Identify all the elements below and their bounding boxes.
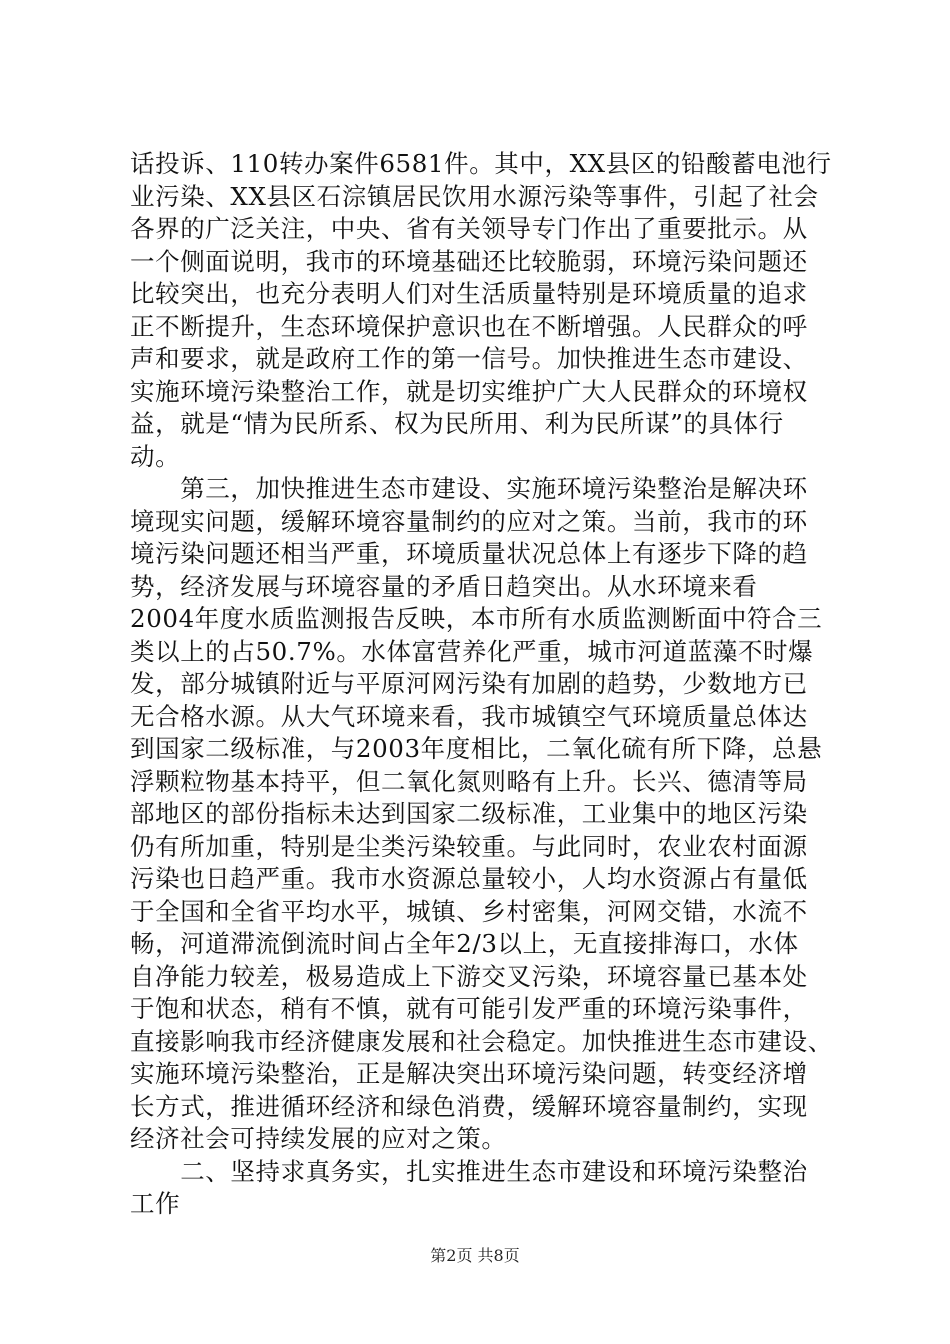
text-line: 动。 [130, 441, 181, 471]
text-line: 直接影响我市经济健康发展和社会稳定。加快推进生态市建设、 [130, 1026, 833, 1056]
text-line: 业污染、XX县区石淙镇居民饮用水源污染等事件，引起了社会 [130, 181, 819, 211]
text-line: 经济社会可持续发展的应对之策。 [130, 1124, 507, 1153]
text-line: 话投诉、110转办案件6581件。其中，XX县区的铅酸蓄电池行 [130, 149, 832, 178]
page-footer: 第2页 共8页 [430, 1246, 520, 1265]
text-line: 长方式，推进循环经济和绿色消费，缓解环境容量制约，实现 [130, 1091, 808, 1121]
text-line: 实施环境污染整治，正是解决突出环境污染问题，转变经济增 [130, 1059, 808, 1088]
text-line: 于全国和全省平均水平，城镇、乡村密集，河网交错，水流不 [130, 896, 808, 926]
text-line: 二、坚持求真务实，扎实推进生态市建设和环境污染整治 [130, 1156, 808, 1186]
text-line: 污染也日趋严重。我市水资源总量较小，人均水资源占有量低 [130, 864, 808, 893]
text-line: 一个侧面说明，我市的环境基础还比较脆弱，环境污染问题还 [130, 246, 808, 276]
text-line: 第三，加快推进生态市建设、实施环境污染整治是解决环 [130, 474, 808, 503]
text-line: 正不断提升，生态环境保护意识也在不断增强。人民群众的呼 [130, 311, 808, 341]
text-line: 比较突出，也充分表明人们对生活质量特别是环境质量的追求 [130, 279, 808, 308]
text-line: 工作 [130, 1189, 181, 1218]
text-line: 到国家二级标准，与2003年度相比，二氧化硫有所下降，总悬 [130, 734, 823, 763]
text-line: 发，部分城镇附近与平原河网污染有加剧的趋势，少数地方已 [130, 669, 808, 698]
text-line: 类以上的占50.7%。水体富营养化严重，城市河道蓝藻不时爆 [130, 636, 814, 666]
text-line: 实施环境污染整治工作，就是切实维护广大人民群众的环境权 [130, 376, 808, 406]
text-line: 境现实问题，缓解环境容量制约的应对之策。当前，我市的环 [130, 506, 808, 536]
text-line: 无合格水源。从大气环境来看，我市城镇空气环境质量总体达 [130, 701, 808, 731]
text-line: 2004年度水质监测报告反映，本市所有水质监测断面中符合三 [130, 604, 823, 633]
text-line: 各界的广泛关注，中央、省有关领导专门作出了重要批示。从 [130, 214, 808, 243]
text-line: 境污染问题还相当严重，环境质量状况总体上有逐步下降的趋 [130, 539, 808, 568]
text-line: 自净能力较差，极易造成上下游交叉污染，环境容量已基本处 [130, 961, 808, 991]
text-line: 仍有所加重，特别是尘类污染较重。与此同时，农业农村面源 [130, 831, 808, 861]
text-line: 部地区的部份指标未达到国家二级标准，工业集中的地区污染 [130, 799, 808, 828]
text-line: 浮颗粒物基本持平，但二氧化氮则略有上升。长兴、德清等局 [130, 766, 808, 796]
text-line: 于饱和状态，稍有不慎，就有可能引发严重的环境污染事件， [130, 994, 808, 1023]
text-line: 畅，河道滞流倒流时间占全年2/3以上，无直接排海口，水体 [130, 929, 799, 958]
text-line: 势，经济发展与环境容量的矛盾日趋突出。从水环境来看 [130, 571, 758, 601]
text-line: 声和要求，就是政府工作的第一信号。加快推进生态市建设、 [130, 344, 808, 373]
document-body [130, 148, 840, 1221]
text-line: 益，就是“情为民所系、权为民所用、利为民所谋”的具体行 [130, 409, 784, 438]
